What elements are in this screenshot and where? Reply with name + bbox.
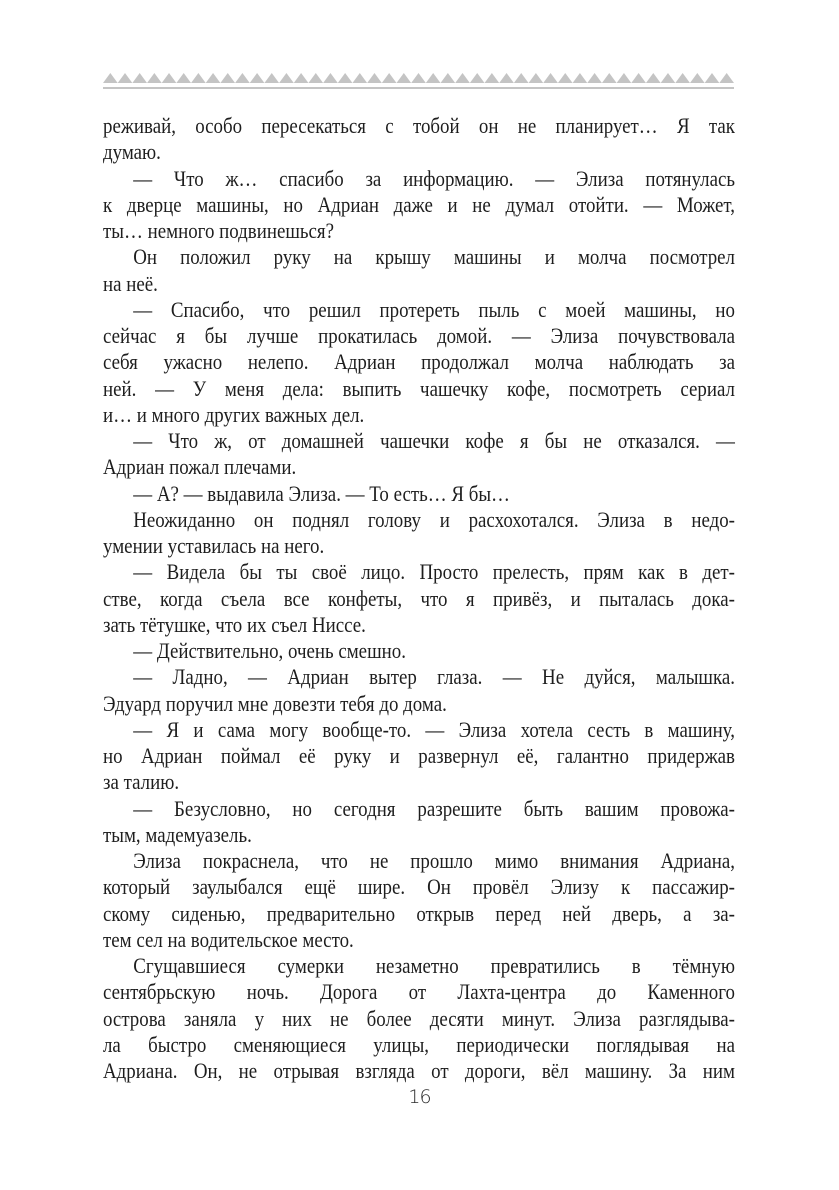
text-line: острова заняла у них не более десяти минут. Элиза разглядыва- <box>103 1005 735 1031</box>
text-line: но Адриан поймал её руку и развернул её, галантно придержав <box>103 743 735 768</box>
text-line: — Действительно, очень смешно. <box>133 638 406 663</box>
text-line: стве, когда съела все конфеты, что я привёз, и пыталась дока- <box>103 585 735 611</box>
text-line: — Что ж, от домашней чашечки кофе я бы не отказался. — <box>133 428 735 453</box>
text-line: ней. — У меня дела: выпить чашечку кофе, посмотреть сериал <box>103 375 735 401</box>
text-line: зать тётушке, что их съел Ниссе. <box>103 611 366 637</box>
text-line: умении уставилась на него. <box>103 533 325 558</box>
text-line: — Что ж… спасибо за информацию. — Элиза потянулась <box>133 165 735 191</box>
text-line: ла быстро сменяющиеся улицы, периодически поглядывая на <box>103 1031 735 1057</box>
text-line: который заулыбался ещё шире. Он провёл Элизу к пассажир- <box>103 874 735 900</box>
text-line: сейчас я бы лучше прокатилась домой. — Элиза почувствовала <box>103 323 735 348</box>
text-line: — Спасибо, что решил протереть пыль с моей машины, но <box>133 296 735 322</box>
text-line: Элиза покраснела, что не прошло мимо внимания Адриана, <box>133 848 735 873</box>
body-text <box>103 113 735 1084</box>
text-line: за талию. <box>103 769 180 795</box>
text-line: — Безусловно, но сегодня разрешите быть вашим провожа- <box>133 795 735 821</box>
text-line: Сгущавшиеся сумерки незаметно превратились в тёмную <box>133 953 735 978</box>
text-line: на неё. <box>103 270 158 296</box>
text-line: сентябрьскую ночь. Дорога от Лахта-центра до Каменного <box>103 979 735 1005</box>
header-rule <box>103 87 734 89</box>
text-line: — А? — выдавила Элиза. — То есть… Я бы… <box>133 480 510 506</box>
text-line: — Видела бы ты своё лицо. Просто прелесть, прям как в дет- <box>133 559 735 585</box>
text-line: — Ладно, — Адриан вытер глаза. — Не дуйся, малышка. <box>133 664 735 690</box>
text-line: тым, мадемуазель. <box>103 821 252 847</box>
text-line: Он положил руку на крышу машины и молча посмотрел <box>133 244 735 270</box>
text-line: реживай, особо пересекаться с тобой он не планирует… Я так <box>103 113 735 138</box>
text-line: Неожиданно он поднял голову и расхохотался. Элиза в недо- <box>133 506 735 532</box>
text-line: к дверце машины, но Адриан даже и не думал отойти. — Может, <box>103 191 735 217</box>
triangle-border-ornament <box>103 73 734 83</box>
text-line: скому сиденью, предварительно открыв перед ней дверь, а за- <box>103 900 735 926</box>
text-line: тем сел на водительское место. <box>103 926 354 952</box>
text-line: Эдуард поручил мне довезти тебя до дома. <box>103 690 447 716</box>
text-line: ты… немного подвинешься? <box>103 218 335 243</box>
text-line: — Я и сама могу вообще-то. — Элиза хотела сесть в машину, <box>133 716 735 742</box>
text-line: себя ужасно нелепо. Адриан продолжал молча наблюдать за <box>103 349 735 375</box>
text-line: Адриана. Он, не отрывая взгляда от дороги, вёл машину. За ним <box>103 1058 735 1083</box>
page-number: 16 <box>408 1086 431 1108</box>
text-line: думаю. <box>103 139 161 165</box>
text-line: Адриан пожал плечами. <box>103 454 297 480</box>
text-line: и… и много других важных дел. <box>103 401 365 427</box>
